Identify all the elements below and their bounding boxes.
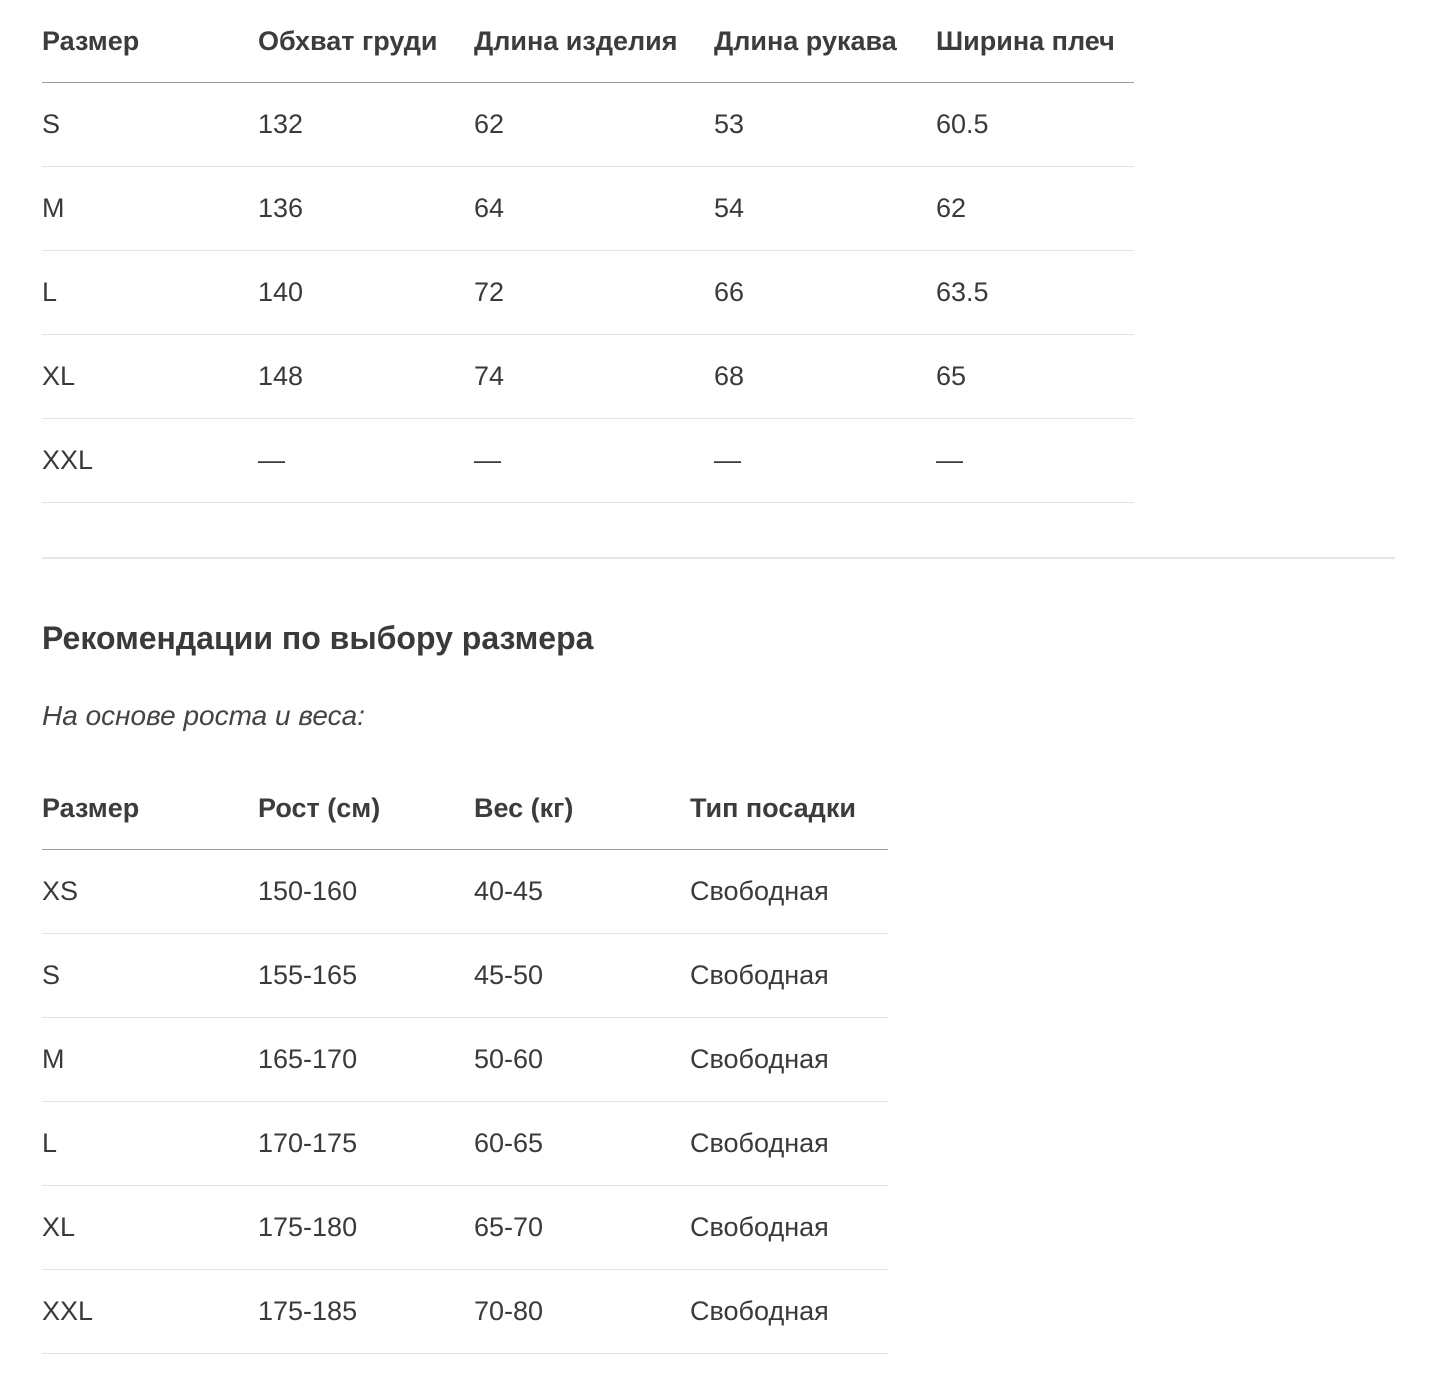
cell-size: S bbox=[42, 934, 258, 1018]
header-height: Рост (см) bbox=[258, 767, 474, 850]
table-row bbox=[42, 1018, 888, 1102]
cell-size: L bbox=[42, 1102, 258, 1186]
recommendations-subtitle: На основе роста и веса: bbox=[42, 700, 365, 731]
cell-size: XL bbox=[42, 1186, 258, 1270]
header-chest: Обхват груди bbox=[258, 0, 474, 83]
cell-fit-type: Свободная bbox=[690, 1018, 888, 1102]
cell-size: M bbox=[42, 1018, 258, 1102]
cell-fit-type: Свободная bbox=[690, 1102, 888, 1186]
cell-length: 64 bbox=[474, 167, 714, 251]
measurements-header-row bbox=[42, 0, 1134, 83]
cell-chest: — bbox=[258, 419, 474, 503]
section-divider bbox=[42, 557, 1395, 559]
cell-chest: 140 bbox=[258, 251, 474, 335]
cell-length: — bbox=[474, 419, 714, 503]
header-size: Размер bbox=[42, 767, 258, 850]
table-row bbox=[42, 251, 1134, 335]
cell-shoulders: 60.5 bbox=[936, 83, 1134, 167]
cell-size: L bbox=[42, 251, 258, 335]
cell-fit-type: Свободная bbox=[690, 1270, 888, 1354]
cell-size: XXL bbox=[42, 1270, 258, 1354]
header-weight: Вес (кг) bbox=[474, 767, 690, 850]
cell-height: 155-165 bbox=[258, 934, 474, 1018]
cell-height: 150-160 bbox=[258, 850, 474, 934]
cell-sleeve: 54 bbox=[714, 167, 936, 251]
cell-sleeve: 53 bbox=[714, 83, 936, 167]
measurements-section bbox=[42, 0, 1134, 503]
cell-shoulders: — bbox=[936, 419, 1134, 503]
table-row bbox=[42, 335, 1134, 419]
header-size: Размер bbox=[42, 0, 258, 83]
recommendations-header-row bbox=[42, 767, 888, 850]
cell-sleeve: 68 bbox=[714, 335, 936, 419]
cell-length: 74 bbox=[474, 335, 714, 419]
cell-shoulders: 62 bbox=[936, 167, 1134, 251]
cell-size: M bbox=[42, 167, 258, 251]
header-shoulders: Ширина плеч bbox=[936, 0, 1134, 83]
cell-sleeve: — bbox=[714, 419, 936, 503]
table-row bbox=[42, 1270, 888, 1354]
recommendations-section bbox=[42, 767, 888, 1354]
cell-height: 175-185 bbox=[258, 1270, 474, 1354]
header-length: Длина изделия bbox=[474, 0, 714, 83]
cell-weight: 45-50 bbox=[474, 934, 690, 1018]
cell-size: S bbox=[42, 83, 258, 167]
cell-height: 170-175 bbox=[258, 1102, 474, 1186]
cell-size: XS bbox=[42, 850, 258, 934]
cell-shoulders: 63.5 bbox=[936, 251, 1134, 335]
cell-weight: 50-60 bbox=[474, 1018, 690, 1102]
cell-height: 165-170 bbox=[258, 1018, 474, 1102]
table-row bbox=[42, 83, 1134, 167]
cell-chest: 148 bbox=[258, 335, 474, 419]
cell-weight: 60-65 bbox=[474, 1102, 690, 1186]
cell-weight: 40-45 bbox=[474, 850, 690, 934]
cell-height: 175-180 bbox=[258, 1186, 474, 1270]
cell-shoulders: 65 bbox=[936, 335, 1134, 419]
recommendations-title: Рекомендации по выбору размера bbox=[42, 620, 594, 656]
table-row bbox=[42, 934, 888, 1018]
cell-size: XL bbox=[42, 335, 258, 419]
cell-fit-type: Свободная bbox=[690, 1186, 888, 1270]
table-row bbox=[42, 1186, 888, 1270]
cell-fit-type: Свободная bbox=[690, 934, 888, 1018]
recommendations-table bbox=[42, 767, 888, 1354]
cell-fit-type: Свободная bbox=[690, 850, 888, 934]
header-sleeve: Длина рукава bbox=[714, 0, 936, 83]
table-row bbox=[42, 850, 888, 934]
cell-chest: 132 bbox=[258, 83, 474, 167]
cell-size: XXL bbox=[42, 419, 258, 503]
header-fit-type: Тип посадки bbox=[690, 767, 888, 850]
cell-chest: 136 bbox=[258, 167, 474, 251]
cell-sleeve: 66 bbox=[714, 251, 936, 335]
cell-length: 62 bbox=[474, 83, 714, 167]
measurements-table bbox=[42, 0, 1134, 503]
table-row bbox=[42, 419, 1134, 503]
cell-length: 72 bbox=[474, 251, 714, 335]
table-row bbox=[42, 1102, 888, 1186]
cell-weight: 65-70 bbox=[474, 1186, 690, 1270]
table-row bbox=[42, 167, 1134, 251]
cell-weight: 70-80 bbox=[474, 1270, 690, 1354]
